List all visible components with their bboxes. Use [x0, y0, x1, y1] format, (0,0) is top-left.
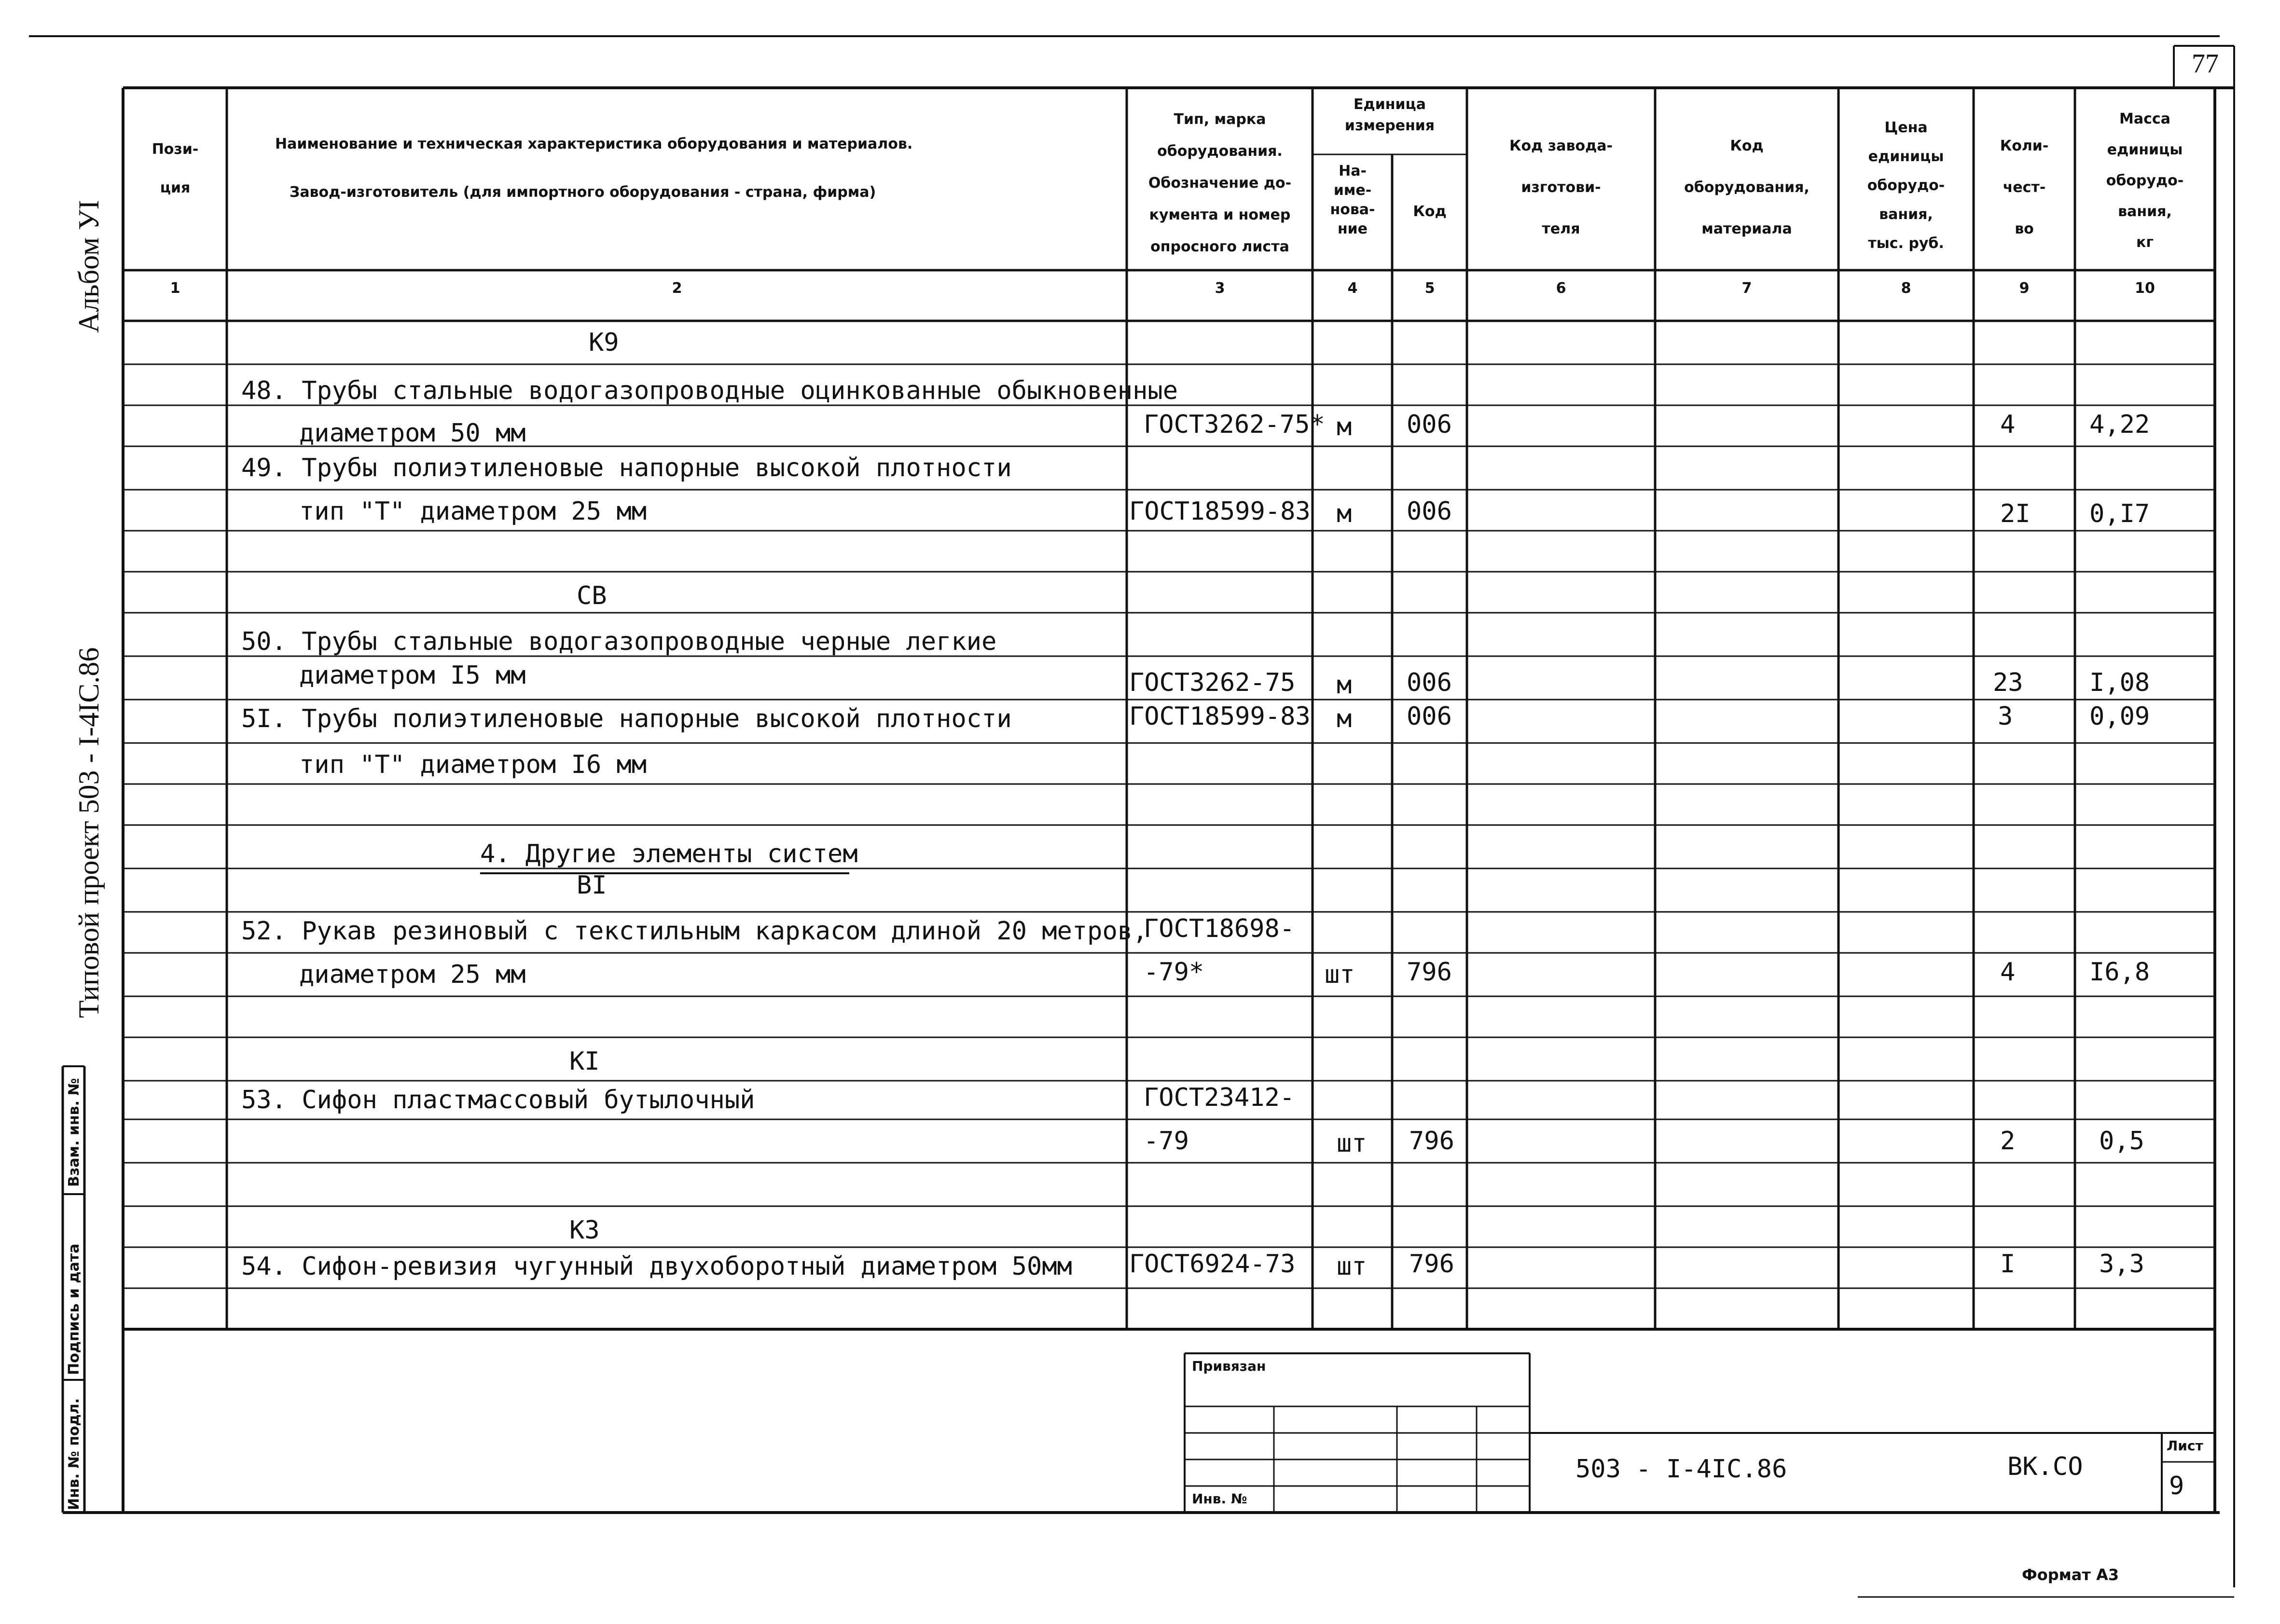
row-50-name-line2: диаметром I5 мм	[299, 661, 526, 690]
row-49-qty: 2I	[2000, 499, 2031, 528]
row-48-name-line1: 48. Трубы стальные водогазопроводные оцинкованные обыкновенные	[241, 376, 1178, 405]
stamp-sign-label: Подпись и дата	[66, 1243, 83, 1375]
row-54-name-line1: 54. Сифон-ревизия чугунный двухоборотный диаметром 50мм	[241, 1252, 1072, 1281]
stamp-inv-label: Инв. № подл.	[66, 1398, 83, 1510]
row-53-qty: 2	[2000, 1127, 2016, 1156]
row-50-unit: м	[1337, 671, 1352, 700]
row-50-name-line1: 50. Трубы стальные водогазопроводные черные легкие	[241, 627, 997, 656]
row-51-mass: 0,09	[2089, 702, 2150, 731]
header-unit-code: Код	[1413, 203, 1447, 220]
row-54-unit: шт	[1337, 1252, 1367, 1281]
row-49-mass: 0,I7	[2089, 499, 2150, 528]
stamp-vzam-label: Взам. инв. №	[66, 1078, 83, 1187]
column-number-7: 7	[1741, 280, 1752, 297]
row-48-name-line2: диаметром 50 мм	[299, 419, 526, 448]
column-number-6: 6	[1556, 280, 1566, 297]
stamp-designation: 503 - I-4IC.86	[1575, 1455, 1787, 1484]
row-54-qty: I	[2000, 1250, 2016, 1279]
section-other-elements: 4. Другие элементы систем	[480, 840, 858, 868]
row-48-unit: м	[1337, 413, 1352, 441]
row-49-unit: м	[1337, 499, 1352, 528]
row-48-qty: 4	[2000, 410, 2016, 439]
header-mass: Масса единицы оборудо- вания, кг	[2106, 110, 2184, 251]
row-54-doc: ГОСТ6924-73	[1129, 1250, 1296, 1279]
section-sv: СВ	[577, 581, 607, 610]
row-53-mass: 0,5	[2099, 1127, 2144, 1156]
row-52-unit: шт	[1325, 960, 1355, 989]
row-49-name-line2: тип "Т" диаметром 25 мм	[299, 497, 647, 526]
row-51-code: 006	[1407, 702, 1452, 731]
section-k3: К3	[569, 1216, 600, 1245]
column-number-2: 2	[672, 280, 682, 297]
row-52-doc-line2: -79*	[1144, 958, 1204, 987]
row-51-name-line2: тип "Т" диаметром I6 мм	[299, 750, 647, 779]
row-50-mass: I,08	[2089, 668, 2150, 697]
row-52-name-line2: диаметром 25 мм	[299, 960, 526, 989]
stamp-privyazan: Привязан	[1192, 1358, 1266, 1374]
column-number-10: 10	[2135, 280, 2155, 297]
column-number-3: 3	[1215, 280, 1225, 297]
section-k1: КI	[569, 1047, 600, 1076]
row-52-doc: ГОСТ18698-	[1144, 914, 1295, 943]
row-52-qty: 4	[2000, 958, 2016, 987]
album-label: Альбом УI	[73, 200, 105, 333]
header-position: Пози- ция	[152, 141, 199, 196]
row-51-name-line1: 5I. Трубы полиэтиленовые напорные высокой плотности	[241, 704, 1012, 733]
row-53-doc: ГОСТ23412-	[1144, 1083, 1295, 1112]
row-48-mass: 4,22	[2089, 410, 2150, 439]
stamp-doc-code: ВК.СО	[2007, 1452, 2083, 1481]
row-53-doc-line2: -79	[1144, 1127, 1189, 1156]
row-52-name-line1: 52. Рукав резиновый с текстильным каркасом длиной 20 метров,	[241, 917, 1148, 946]
column-number-1: 1	[170, 280, 180, 297]
row-51-qty: 3	[1998, 702, 2013, 731]
row-54-mass: 3,3	[2099, 1250, 2144, 1279]
row-49-code: 006	[1407, 497, 1452, 526]
header-equipment-code: Код оборудования, материала	[1684, 138, 1810, 237]
format-label: Формат А3	[2022, 1566, 2119, 1584]
row-50-doc: ГОСТ3262-75	[1129, 668, 1296, 697]
stamp-inv-no: Инв. №	[1192, 1491, 1247, 1507]
stamp-sheet-number: 9	[2169, 1472, 2184, 1500]
row-53-code: 796	[1409, 1127, 1454, 1156]
row-49-name-line1: 49. Трубы полиэтиленовые напорные высокой плотности	[241, 454, 1012, 482]
row-53-name-line1: 53. Сифон пластмассовый бутылочный	[241, 1086, 755, 1115]
section-v1: ВI	[577, 871, 607, 900]
header-type: Тип, марка оборудования. Обозначение до- кумента и номер опросного листа	[1148, 111, 1292, 255]
row-51-doc: ГОСТ18599-83	[1129, 702, 1311, 731]
row-48-code: 006	[1407, 410, 1452, 439]
row-50-qty: 23	[1993, 668, 2023, 697]
column-number-5: 5	[1424, 280, 1435, 297]
header-unit: Единица измерения	[1344, 96, 1435, 134]
header-name-line2: Завод-изготовитель (для импортного оборудования - страна, фирма)	[290, 184, 876, 201]
column-number-8: 8	[1901, 280, 1911, 297]
header-price: Цена единицы оборудо- вания, тыс. руб.	[1867, 119, 1945, 252]
row-49-doc: ГОСТ18599-83	[1129, 497, 1311, 526]
section-k9: К9	[589, 328, 619, 357]
header-quantity: Коли- чест- во	[2000, 138, 2049, 237]
column-number-4: 4	[1347, 280, 1358, 297]
row-52-code: 796	[1407, 958, 1452, 987]
header-unit-name: На- име- нова- ние	[1330, 163, 1375, 237]
row-53-unit: шт	[1337, 1129, 1367, 1158]
header-name-line1: Наименование и техническая характеристика оборудования и материалов.	[275, 136, 913, 152]
stamp-sheet-label: Лист	[2167, 1438, 2203, 1454]
column-number-9: 9	[2019, 280, 2030, 297]
page-number: 77	[2192, 49, 2219, 79]
project-label: Типовой проект 503 - I-4IC.86	[73, 647, 105, 1018]
row-50-code: 006	[1407, 668, 1452, 697]
header-plant-code: Код завода- изготови- теля	[1509, 138, 1613, 237]
row-48-doc: ГОСТ3262-75*	[1144, 410, 1325, 439]
row-52-mass: I6,8	[2089, 958, 2150, 987]
row-51-unit: м	[1337, 704, 1352, 733]
row-54-code: 796	[1409, 1250, 1454, 1279]
